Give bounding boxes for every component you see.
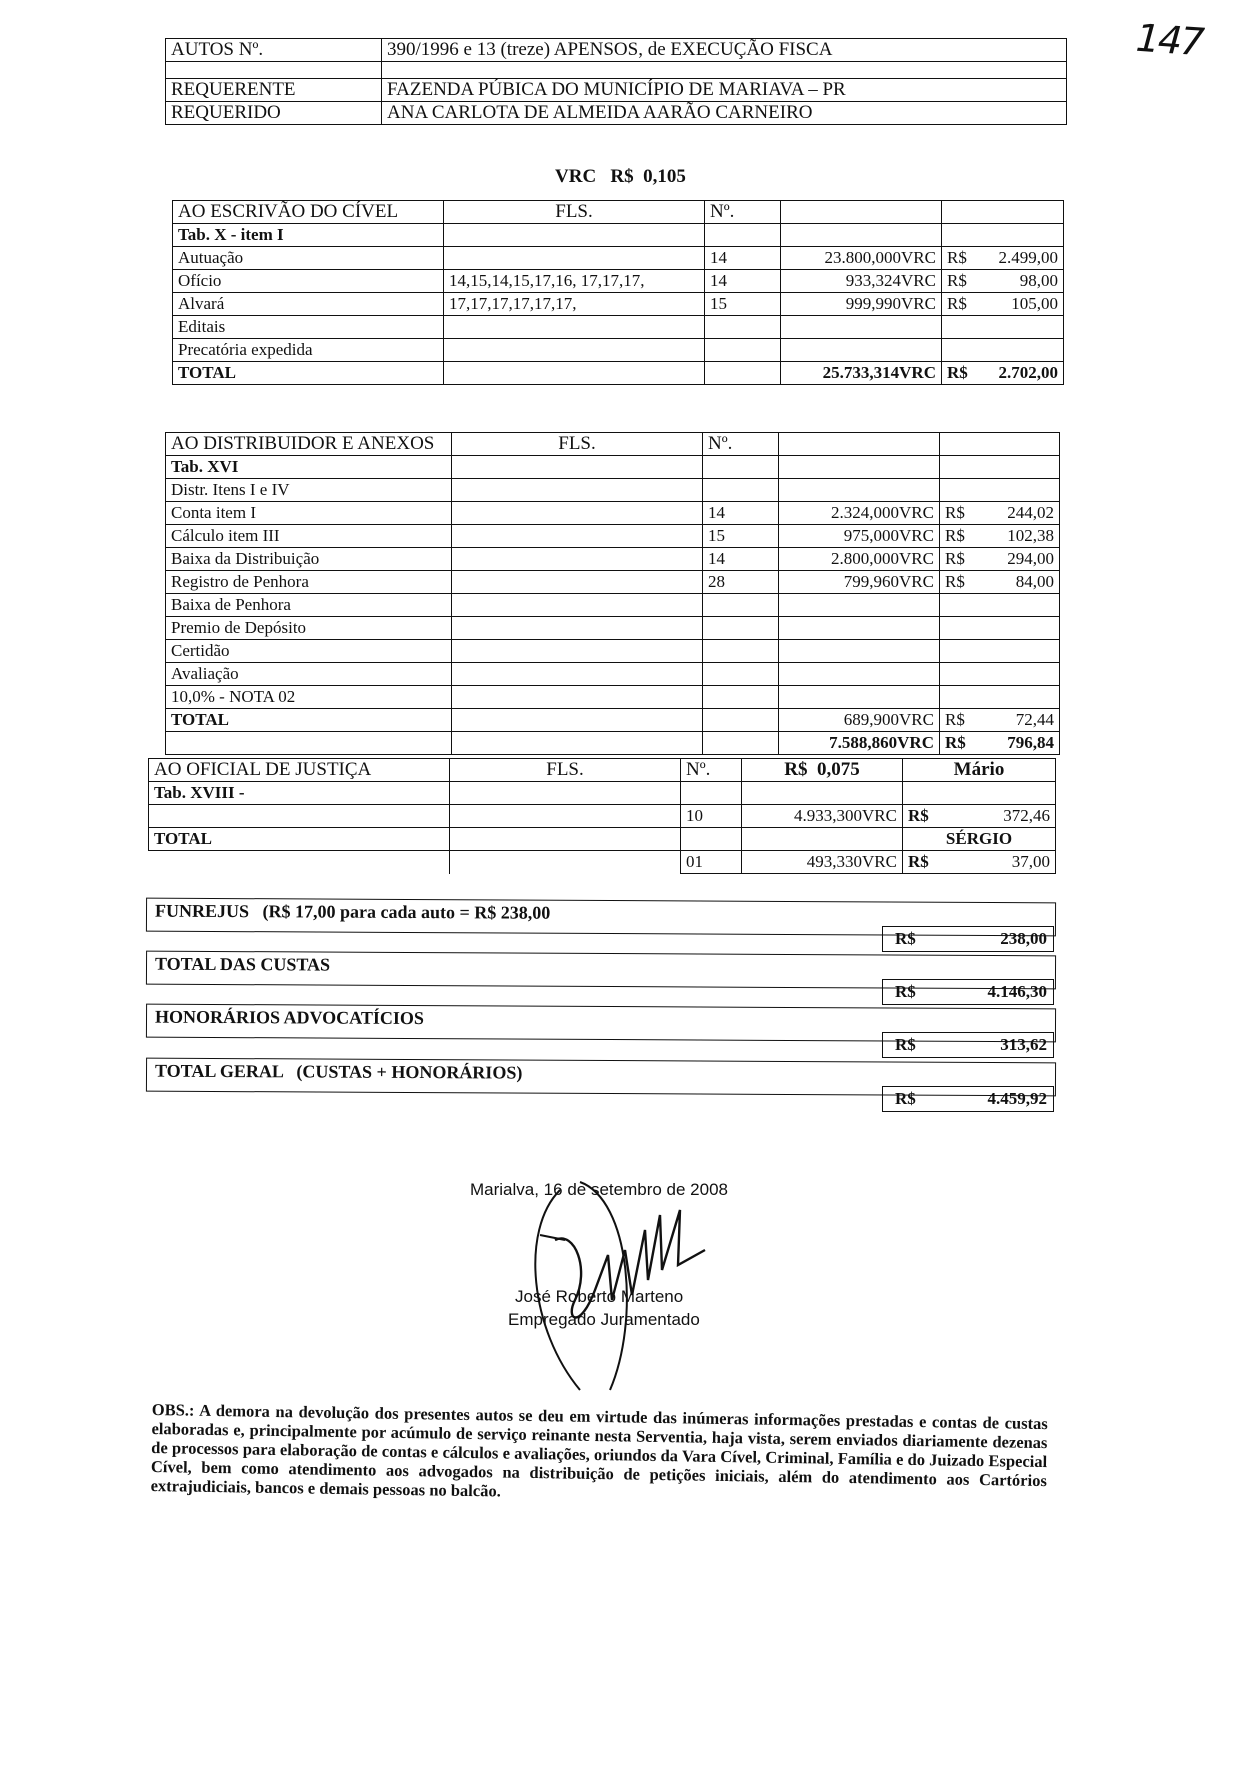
vrc-line: VRC R$ 0,105 [555, 166, 686, 187]
table-row: Conta item I 14 2.324,000VRC R$ 244,02 [166, 502, 1060, 525]
table-row: Avaliação [166, 663, 1060, 686]
distribuidor-no-header: Nº. [703, 433, 779, 456]
oficial-name-2: SÉRGIO [903, 828, 1056, 851]
distribuidor-tab: Tab. XVI [166, 456, 452, 479]
observation-note: OBS.: A demora na devolução dos presentes autos se deu em virtude das inúmeras informações prestadas e contas de custas elaboradas e, principalmente por acúmulo de serviço reinante nesta Serventia, haja vista, serem enviados diariamente dezenas de processos para elaboração de contas e cálculos e avaliações, oriundos da Vara Cível, Criminal, Família e do Juizado Especial Cível, bem como atendimento aos advogados na distribuição de petições iniciais, além do atendimento aos Cartórios extrajudiciais, bancos e demais pessoas no balcão. [150, 1400, 1048, 1501]
total-custas-amount: R$ 4.146,30 [882, 979, 1054, 1005]
table-row: Baixa da Distribuição 14 2.800,000VRC R$ 294,00 [166, 548, 1060, 571]
table-row: Alvará 17,17,17,17,17,17, 15 999,990VRC R$ 105,00 [173, 293, 1064, 316]
table-row: 7.588,860VRC R$ 796,84 [166, 732, 1060, 755]
table-row: Editais [173, 316, 1064, 339]
oficial-name-1: Mário [903, 759, 1056, 782]
table-row: Precatória expedida [173, 339, 1064, 362]
table-row: 01 493,330VRC R$ 37,00 [149, 851, 1056, 874]
total-geral-amount: R$ 4.459,92 [882, 1086, 1054, 1112]
page-number: 147 [1134, 15, 1204, 65]
total-geral-label: TOTAL GERAL (CUSTAS + HONORÁRIOS) [146, 1058, 1056, 1097]
distribuidor-title: AO DISTRIBUIDOR E ANEXOS [166, 433, 452, 456]
oficial-fls-header: FLS. [450, 759, 681, 782]
distribuidor-fls-header: FLS. [452, 433, 703, 456]
escrivao-title: AO ESCRIVÃO DO CÍVEL [173, 201, 444, 224]
table-row: Certidão [166, 640, 1060, 663]
escrivao-tab: Tab. X - item I [173, 224, 444, 247]
table-row: 10,0% - NOTA 02 [166, 686, 1060, 709]
table-row: TOTAL 689,900VRC R$ 72,44 [166, 709, 1060, 732]
requerente-label: REQUERENTE [166, 79, 382, 102]
oficial-no-header: Nº. [681, 759, 742, 782]
distribuidor-table [165, 432, 1060, 755]
place-date: Marialva, 16 de setembro de 2008 [470, 1180, 728, 1199]
table-row: TOTAL 25.733,314VRC R$ 2.702,00 [173, 362, 1064, 385]
table-row: Ofício 14,15,14,15,17,16, 17,17,17, 14 933,324VRC R$ 98,00 [173, 270, 1064, 293]
signature-mark [520, 1170, 740, 1400]
table-row: Distr. Itens I e IV [166, 479, 1060, 502]
requerido-label: REQUERIDO [166, 102, 382, 125]
oficial-total-label: TOTAL [149, 828, 450, 851]
honorarios-amount: R$ 313,62 [882, 1032, 1054, 1058]
signatory-role: Empregado Juramentado [508, 1310, 700, 1329]
oficial-rate: R$ 0,075 [742, 759, 903, 782]
table-row: Registro de Penhora 28 799,960VRC R$ 84,00 [166, 571, 1060, 594]
escrivao-no-header: Nº. [705, 201, 781, 224]
oficial-title: AO OFICIAL DE JUSTIÇA [149, 759, 450, 782]
honorarios-label: HONORÁRIOS ADVOCATÍCIOS [146, 1004, 1056, 1043]
table-row: Autuação 14 23.800,000VRC R$ 2.499,00 [173, 247, 1064, 270]
escrivao-fls-header: FLS. [444, 201, 705, 224]
oficial-tab: Tab. XVIII - [149, 782, 450, 805]
funrejus-label: FUNREJUS (R$ 17,00 para cada auto = R$ 238,00 [146, 898, 1056, 937]
table-row: Cálculo item III 15 975,000VRC R$ 102,38 [166, 525, 1060, 548]
escrivao-table [172, 200, 1064, 385]
table-row: Baixa de Penhora [166, 594, 1060, 617]
signatory-name: José Roberto Marteno [515, 1287, 684, 1306]
requerente-value: FAZENDA PÚBICA DO MUNICÍPIO DE MARIAVA – PR [382, 79, 1067, 102]
total-custas-label: TOTAL DAS CUSTAS [146, 951, 1056, 990]
autos-value: 390/1996 e 13 (treze) APENSOS, de EXECUÇÃO FISCA [382, 39, 1067, 62]
requerido-value: ANA CARLOTA DE ALMEIDA AARÃO CARNEIRO [382, 102, 1067, 125]
table-row: Premio de Depósito [166, 617, 1060, 640]
table-row: 10 4.933,300VRC R$ 372,46 [149, 805, 1056, 828]
header-table [165, 38, 1067, 125]
oficial-table [148, 758, 1056, 874]
funrejus-amount: R$ 238,00 [882, 926, 1054, 952]
autos-label: AUTOS Nº. [166, 39, 382, 62]
